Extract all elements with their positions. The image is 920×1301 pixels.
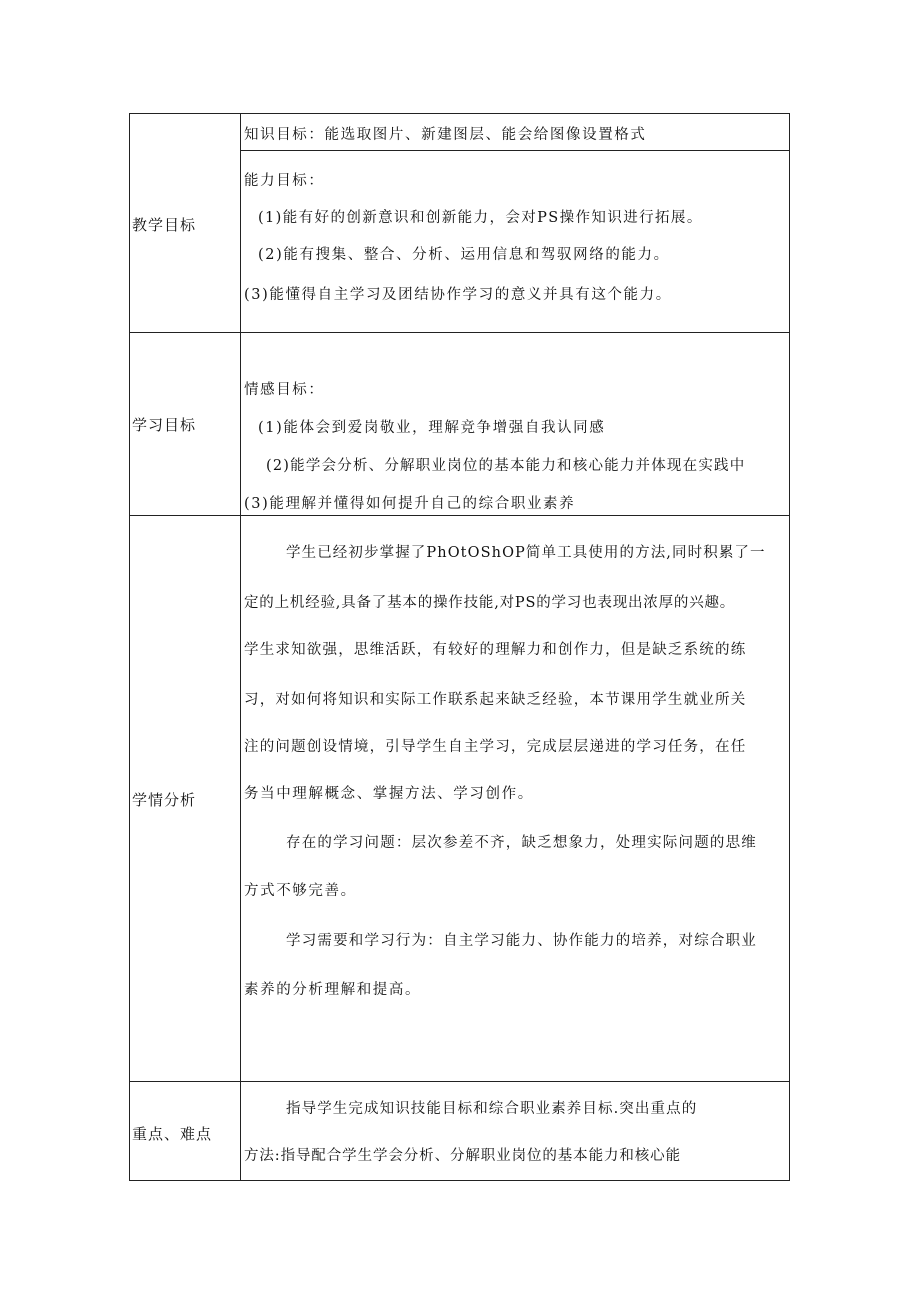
- ability-goal-title: 能力目标：: [244, 173, 325, 189]
- row-divider: [129, 515, 790, 516]
- row-label-learning-goals: 学习目标: [132, 416, 197, 434]
- ability-goal-item: (3)能懂得自主学习及团结协作学习的意义并具有这个能力。: [244, 287, 672, 303]
- analysis-paragraph-line: 学生已经初步掌握了PhOtOShOP简单工具使用的方法,同时积累了一: [286, 545, 766, 561]
- key-points-line: 方法:指导配合学生学会分析、分解职业岗位的基本能力和核心能: [244, 1148, 681, 1164]
- analysis-paragraph-line: 定的上机经验,具备了基本的操作技能,对PS的学习也表现出浓厚的兴趣。: [244, 595, 736, 611]
- emotion-goal-title: 情感目标：: [244, 382, 325, 398]
- table-left-border: [129, 113, 130, 1181]
- knowledge-goal: 知识目标：能选取图片、新建图层、能会给图像设置格式: [244, 127, 647, 143]
- analysis-paragraph-line: 注的问题创设情境，引导学生自主学习，完成层层递进的学习任务，在任: [244, 739, 747, 755]
- analysis-paragraph-line: 学习需要和学习行为：自主学习能力、协作能力的培养，对综合职业: [286, 933, 757, 949]
- analysis-paragraph-line: 素养的分析理解和提高。: [244, 982, 422, 998]
- key-points-line: 指导学生完成知识技能目标和综合职业素养目标.突出重点的: [286, 1101, 698, 1117]
- ability-goal-item: (1)能有好的创新意识和创新能力，会对PS操作知识进行拓展。: [258, 210, 703, 226]
- analysis-paragraph-line: 务当中理解概念、掌握方法、学习创作。: [244, 786, 534, 802]
- emotion-goal-item: (2)能学会分析、分解职业岗位的基本能力和核心能力并体现在实践中: [266, 458, 746, 474]
- table-right-border: [789, 113, 790, 1181]
- row-divider: [240, 150, 790, 151]
- analysis-paragraph-line: 存在的学习问题：层次参差不齐，缺乏想象力，处理实际问题的思维: [286, 835, 757, 851]
- column-divider: [240, 113, 241, 1181]
- ability-goal-item: (2)能有搜集、整合、分析、运用信息和驾驭网络的能力。: [258, 247, 670, 263]
- row-label-student-analysis: 学情分析: [132, 791, 197, 809]
- analysis-paragraph-line: 学生求知欲强，思维活跃，有较好的理解力和创作力，但是缺乏系统的练: [244, 642, 747, 658]
- row-label-teaching-goals: 教学目标: [132, 216, 197, 234]
- row-divider: [129, 1081, 790, 1082]
- analysis-paragraph-line: 习，对如何将知识和实际工作联系起来缺乏经验，本节课用学生就业所关: [244, 692, 747, 708]
- table-top-border: [129, 113, 790, 114]
- emotion-goal-item: (3)能理解并懂得如何提升自己的综合职业素养: [244, 496, 576, 512]
- row-divider: [129, 332, 790, 333]
- row-label-key-difficult-points: 重点、难点: [132, 1125, 213, 1143]
- table-bottom-border: [129, 1180, 790, 1181]
- emotion-goal-item: (1)能体会到爱岗敬业，理解竞争增强自我认同感: [258, 420, 606, 436]
- analysis-paragraph-line: 方式不够完善。: [244, 883, 357, 899]
